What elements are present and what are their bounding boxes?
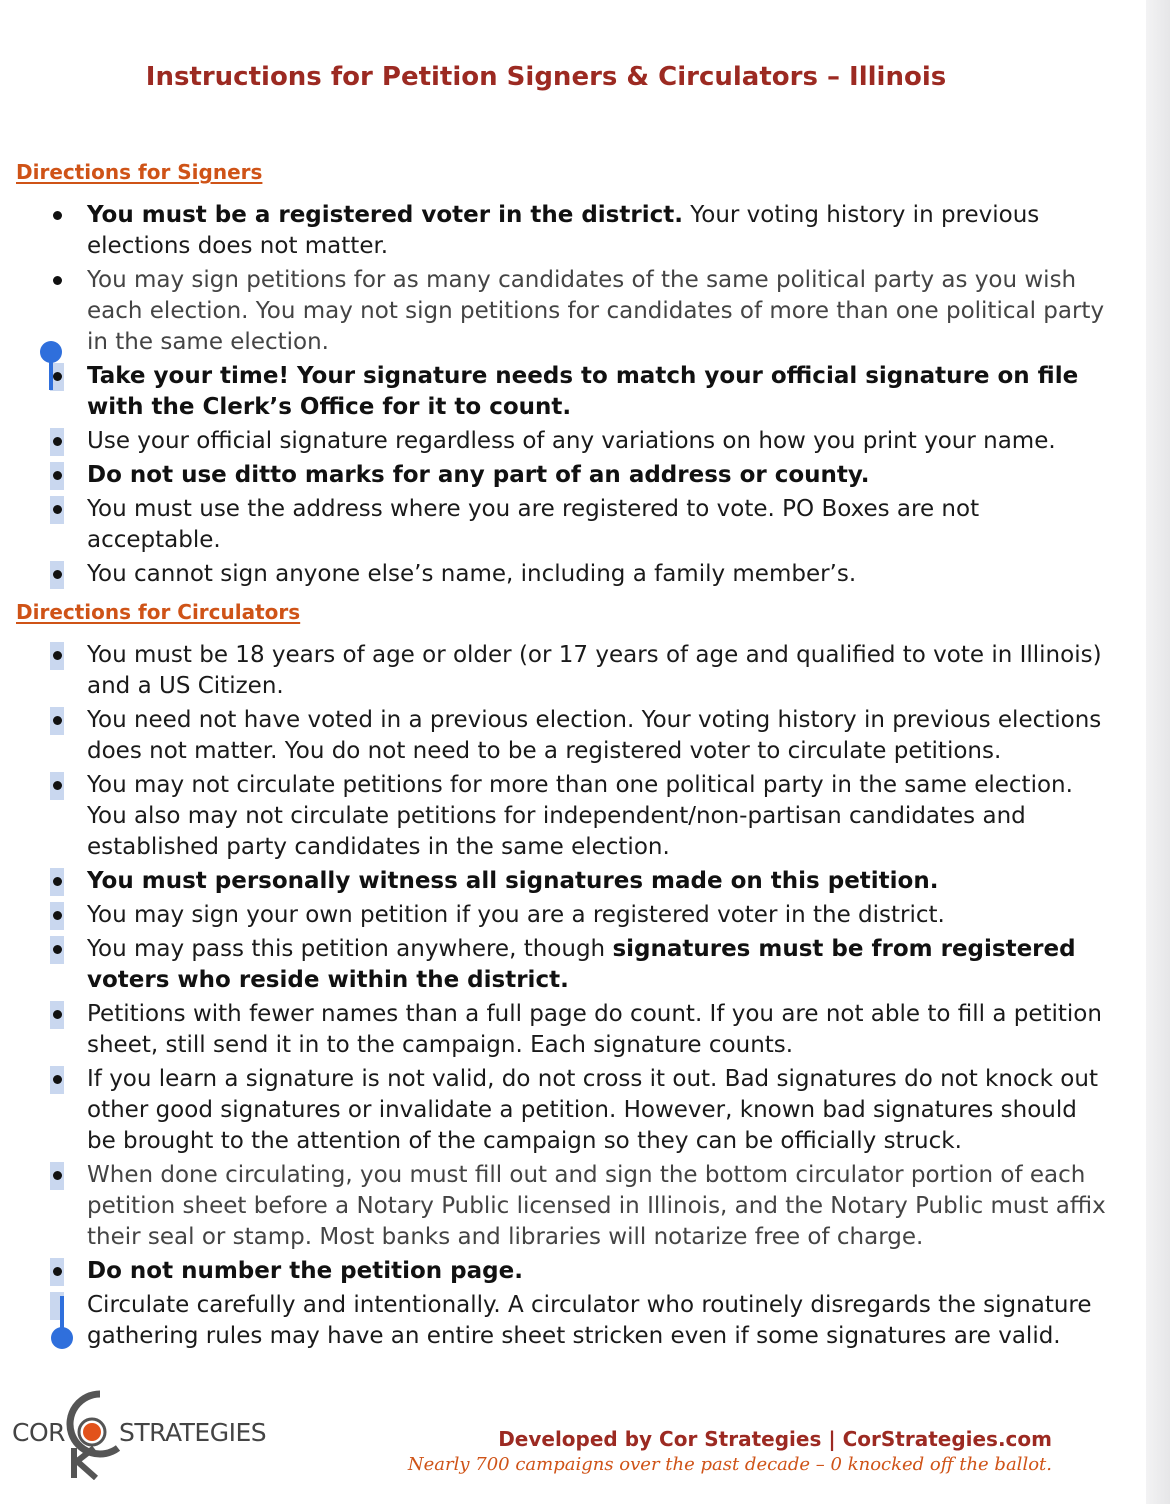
circulator-item-9-text: When done circulating, you must fill out and sign the bottom circulator portion of each petition sheet before a Notary Public licensed in Illinois, and the Notary Public must affix their seal or stamp. Most banks and libraries will notarize free of charge. — [87, 1162, 1106, 1250]
signer-item-1-rest: Your voting history in previous elections does not matter. — [87, 202, 1040, 259]
circulators-heading: Directions for Circulators — [16, 600, 301, 624]
bullet-icon — [53, 1171, 62, 1180]
signer-item-4 — [0, 426, 1110, 457]
circulator-item-3-text: You may not circulate petitions for more than one political party in the same election. You also may not circulate petitions for independent/non-partisan candidates and established party candidates in the same election. — [87, 772, 1073, 860]
logo-right-word: STRATEGIES — [119, 1418, 267, 1447]
circulator-item-10 — [0, 1256, 1110, 1287]
circulators-list — [0, 640, 1110, 1355]
bullet-icon — [53, 471, 62, 480]
signer-item-1-lead: You must be a registered voter in the district. — [87, 202, 683, 228]
signer-item-1 — [0, 200, 1110, 262]
page-edge — [1146, 0, 1170, 1504]
bullet-icon — [53, 911, 62, 920]
circulator-item-11 — [0, 1290, 1110, 1352]
bullet-icon — [53, 945, 62, 954]
bullet-icon — [53, 1075, 62, 1084]
circulator-item-8-text: If you learn a signature is not valid, do not cross it out. Bad signatures do not knock out other good signatures or invalidate a petition. However, known bad signatures should be brought to the attention of the campaign so they can be officially struck. — [87, 1066, 1098, 1154]
bullet-icon — [53, 211, 62, 220]
bullet-icon — [53, 877, 62, 886]
circulator-item-1-text: You must be 18 years of age or older (or 17 years of age and qualified to vote in Illinois) and a US Citizen. — [87, 642, 1102, 699]
signer-item-3 — [0, 361, 1110, 423]
bullet-icon — [53, 437, 62, 446]
signer-item-2 — [0, 265, 1110, 358]
signer-item-7 — [0, 559, 1110, 590]
signer-item-6-text: You must use the address where you are registered to vote. PO Boxes are not acceptable. — [87, 496, 980, 553]
circulator-item-1 — [0, 640, 1110, 702]
bullet-icon — [53, 570, 62, 579]
circulator-item-4 — [0, 866, 1110, 897]
footer-credit: Developed by Cor Strategies | CorStrategies.com — [498, 1427, 1052, 1451]
circulator-item-9 — [0, 1160, 1110, 1253]
footer-tagline: Nearly 700 campaigns over the past decade – 0 knocked off the ballot. — [407, 1454, 1052, 1475]
logo-left-word: COR — [12, 1418, 66, 1447]
circulator-item-6-pre: You may pass this petition anywhere, though — [87, 936, 613, 962]
signer-item-3-text: Take your time! Your signature needs to match your official signature on file with the Clerk’s Office for it to count. — [87, 363, 1079, 420]
bullet-icon — [53, 1267, 62, 1276]
circulator-item-2 — [0, 705, 1110, 767]
bullet-icon — [53, 276, 62, 285]
signer-item-7-text: You cannot sign anyone else’s name, including a family member’s. — [87, 561, 857, 587]
document-title: Instructions for Petition Signers & Circulators – Illinois — [145, 62, 947, 92]
cor-strategies-logo — [12, 1388, 272, 1480]
signer-item-5 — [0, 460, 1110, 491]
circulator-item-7-text: Petitions with fewer names than a full page do count. If you are not able to fill a petition sheet, still send it in to the campaign. Each signature counts. — [87, 1001, 1102, 1058]
signer-item-2-text: You may sign petitions for as many candidates of the same political party as you wish each election. You may not sign petitions for candidates of more than one political party in the same election. — [87, 267, 1105, 355]
circulator-item-2-text: You need not have voted in a previous election. Your voting history in previous elections does not matter. You do not need to be a registered voter to circulate petitions. — [87, 707, 1102, 764]
circulator-item-7 — [0, 999, 1110, 1061]
circulator-item-8 — [0, 1064, 1110, 1157]
signers-list — [0, 200, 1110, 593]
circulator-item-5 — [0, 900, 1110, 931]
circulator-item-11-text: Circulate carefully and intentionally. A circulator who routinely disregards the signature gathering rules may have an entire sheet stricken even if some signatures are valid. — [87, 1292, 1092, 1349]
circulator-item-10-text: Do not number the petition page. — [87, 1258, 523, 1284]
circulator-item-5-text: You may sign your own petition if you are a registered voter in the district. — [87, 902, 945, 928]
circulator-item-4-text: You must personally witness all signatures made on this petition. — [87, 868, 939, 894]
signers-heading: Directions for Signers — [16, 160, 263, 184]
bullet-icon — [53, 505, 62, 514]
bullet-icon — [53, 372, 62, 381]
signer-item-6 — [0, 494, 1110, 556]
selection-end-handle[interactable] — [51, 1327, 73, 1349]
bullet-icon — [53, 1010, 62, 1019]
signer-item-5-text: Do not use ditto marks for any part of an address or county. — [87, 462, 870, 488]
bullet-icon — [53, 651, 62, 660]
bullet-icon — [53, 716, 62, 725]
signer-item-4-text: Use your official signature regardless of any variations on how you print your name. — [87, 428, 1056, 454]
circulator-item-6-lead: signatures must be from registered voters who reside within the district. — [87, 936, 1076, 993]
circulator-item-6 — [0, 934, 1110, 996]
circulator-item-3 — [0, 770, 1110, 863]
bullet-icon — [53, 781, 62, 790]
selection-start-caret[interactable] — [49, 358, 53, 390]
